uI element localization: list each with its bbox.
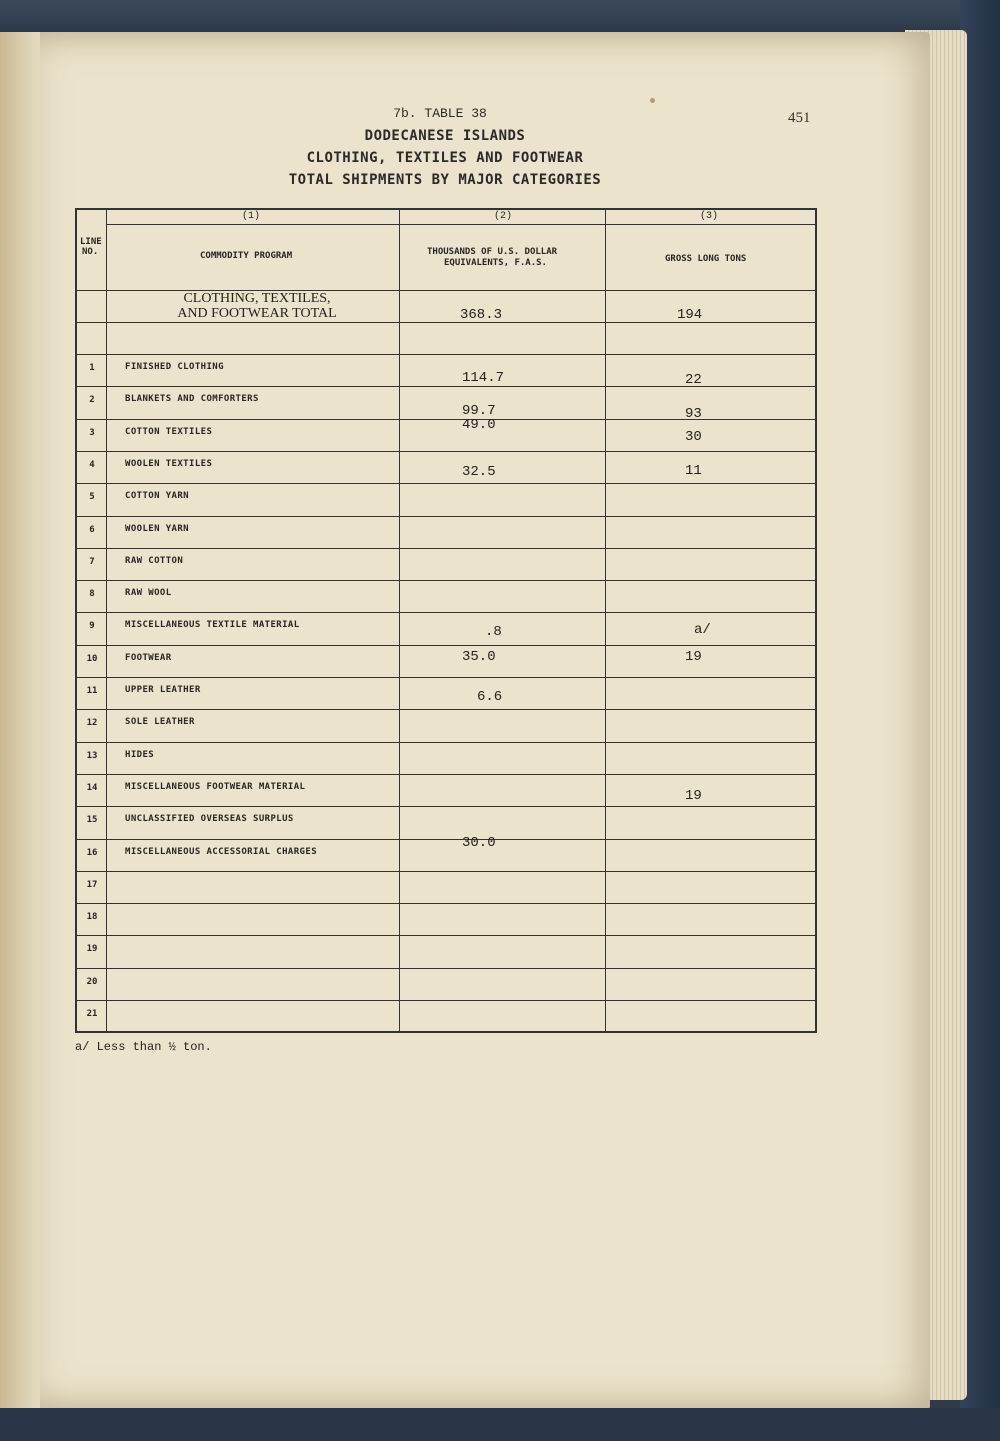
dollar-value: 49.0 [462,416,496,433]
dollar-value: .8 [485,624,502,641]
line-number: 5 [89,492,95,503]
line-number: 21 [86,1009,98,1019]
ink-dot [650,98,655,103]
commodity-label: COTTON TEXTILES [125,426,213,437]
dollar-value: 99.7 [462,403,496,420]
col-number-1: (1) [242,211,261,222]
line-number: 16 [86,847,98,858]
colno-row-divider [106,224,815,225]
title-description: TOTAL SHIPMENTS BY MAJOR CATEGORIES [288,172,602,188]
line-number: 12 [86,718,98,729]
tons-header: GROSS LONG TONS [665,254,747,264]
line-number: 18 [86,912,98,923]
commodity-label: BLANKETS AND COMFORTERS [125,394,259,405]
line-number: 15 [86,815,98,826]
row-divider [77,839,815,840]
line-number: 14 [86,782,98,793]
row-divider [77,548,815,549]
line-number: 8 [89,589,95,600]
dollar-value: 114.7 [462,370,505,386]
col-number-3: (3) [700,211,719,222]
line-number: 11 [86,686,98,696]
line-number: 7 [89,556,95,567]
dollar-header-line1: THOUSANDS OF U.S. DOLLAR [427,247,558,257]
row-divider [77,742,815,743]
title-subject: CLOTHING, TEXTILES AND FOOTWEAR [306,150,584,166]
page-gutter [0,32,40,1410]
commodity-label: UNCLASSIFIED OVERSEAS SURPLUS [125,814,294,825]
row-divider [77,451,815,452]
line-number: 4 [89,459,95,470]
row-divider [77,774,815,775]
line-number: 19 [86,944,98,955]
commodity-label: RAW COTTON [125,555,184,566]
commodity-label: FINISHED CLOTHING [125,362,224,372]
shipments-table [75,208,817,1033]
tons-value: 30 [685,428,702,445]
commodity-label: UPPER LEATHER [125,685,201,695]
book-bottom-edge [0,1408,1000,1441]
total-row-divider [77,322,815,323]
line-no-header-line2: NO. [82,247,99,257]
title-region: DODECANESE ISLANDS [364,128,526,144]
row-divider [77,386,815,387]
commodity-label: MISCELLANEOUS TEXTILE MATERIAL [125,620,300,631]
tons-value: 93 [685,406,702,423]
tons-value: a/ [694,622,711,639]
line-number: 3 [89,427,95,438]
line-number: 13 [86,750,98,761]
tons-value: 19 [685,648,702,665]
row-divider [77,516,815,517]
dollar-value: 35.0 [462,648,496,665]
page-number: 451 [788,110,811,126]
row-divider [77,871,815,872]
commodity-label: WOOLEN YARN [125,523,190,534]
total-tons: 194 [677,307,703,323]
dollar-value: 30.0 [462,834,496,851]
commodity-label: FOOTWEAR [125,652,172,663]
footnote: a/ Less than ½ ton. [75,1040,212,1054]
row-divider [77,677,815,678]
line-number: 6 [89,524,95,535]
commodity-label: COTTON YARN [125,491,190,502]
commodity-label: RAW WOOL [125,588,172,599]
line-number: 9 [89,621,95,632]
row-divider [77,806,815,807]
col-divider-1 [399,210,400,1031]
line-number: 17 [86,879,98,890]
total-label-line1: CLOTHING, TEXTILES, [183,291,331,306]
dollar-value: 6.6 [477,689,503,705]
row-divider [77,419,815,420]
commodity-program-header: COMMODITY PROGRAM [200,251,293,261]
tons-value: 22 [685,372,702,388]
table-number: 7b. TABLE 38 [393,106,487,121]
commodity-label: WOOLEN TEXTILES [125,458,213,469]
col-divider-2 [605,210,606,1031]
line-number: 2 [89,395,95,406]
line-no-header-line1: LINE [80,237,102,247]
col-number-2: (2) [494,211,513,222]
dollar-value: 32.5 [462,463,496,480]
total-label-line2: AND FOOTWEAR TOTAL [177,306,337,321]
dollar-header-line2: EQUIVALENTS, F.A.S. [444,258,547,268]
line-number: 10 [86,653,98,664]
row-divider [77,1000,815,1001]
row-divider [77,483,815,484]
tons-value: 19 [685,787,702,804]
commodity-label: SOLE LEATHER [125,717,195,728]
row-divider [77,968,815,969]
row-divider [77,645,815,646]
spacer-row-divider [77,354,815,355]
commodity-label: MISCELLANEOUS FOOTWEAR MATERIAL [125,781,306,792]
line-number: 1 [89,363,95,373]
row-divider [77,935,815,936]
commodity-label: MISCELLANEOUS ACCESSORIAL CHARGES [125,846,318,857]
total-value: 368.3 [460,307,503,323]
line-number: 20 [86,976,98,987]
row-divider [77,580,815,581]
commodity-label: HIDES [125,749,155,760]
tons-value: 11 [685,462,702,479]
total-label [157,291,357,321]
row-divider [77,612,815,613]
row-divider [77,903,815,904]
row-divider [77,709,815,710]
